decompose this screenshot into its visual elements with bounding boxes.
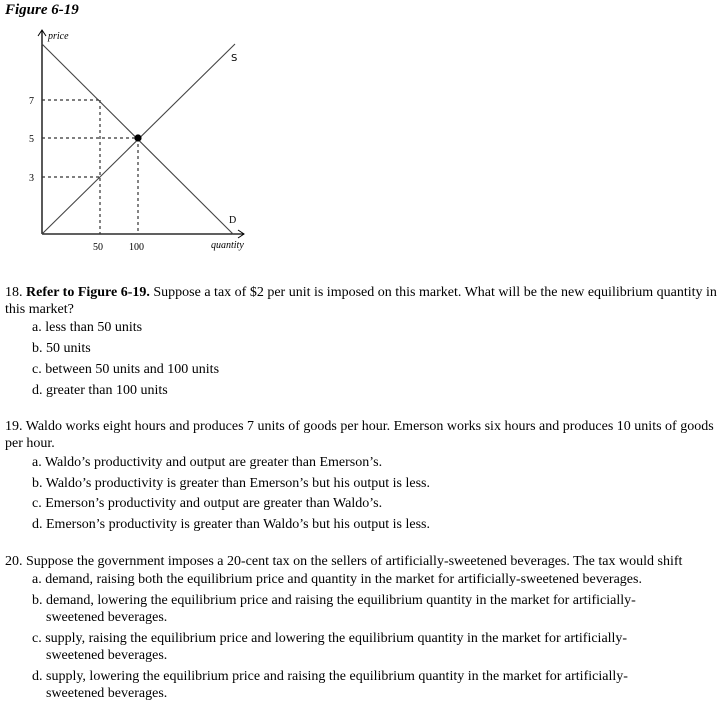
y-tick-7: 7 — [29, 96, 34, 107]
y-axis-label: price — [48, 31, 69, 42]
supply-demand-graph — [0, 0, 260, 260]
question-20-option-d[interactable] — [32, 668, 672, 702]
option-text: c. supply, raising the equilibrium price and lowering the equilibrium quantity in the market for artificially-sweetened beverages. — [32, 631, 628, 663]
figure-reference: Refer to Figure 6-19. — [26, 285, 150, 300]
demand-label: D — [229, 215, 237, 226]
question-18-option-c[interactable]: c. between 50 units and 100 units — [32, 362, 220, 377]
option-text: b. demand, lowering the equilibrium price and raising the equilibrium quantity in the market for artificially-sweetened beverages. — [32, 593, 636, 625]
question-19-option-b[interactable]: b. Waldo’s productivity is greater than Emerson’s but his output is less. — [32, 476, 430, 491]
x-tick-50: 50 — [93, 242, 103, 253]
question-19-stem — [5, 418, 717, 452]
x-axis-label: quantity — [211, 240, 244, 251]
reference-lines — [42, 100, 138, 234]
question-20-stem — [5, 553, 717, 570]
question-number: 20. — [5, 554, 23, 569]
question-number: 19. — [5, 419, 23, 434]
x-tick-100: 100 — [129, 242, 144, 253]
figure-title: Figure 6-19 — [5, 2, 79, 18]
question-19-option-c[interactable]: c. Emerson’s productivity and output are greater than Waldo’s. — [32, 496, 383, 511]
question-number: 18. — [5, 285, 23, 300]
question-text: Suppose a tax of $2 per unit is imposed on this market. What will be the new equilibrium quantity in this market? — [5, 285, 717, 317]
equilibrium-point — [134, 134, 141, 141]
question-text: Waldo works eight hours and produces 7 units of goods per hour. Emerson works six hours and produces 10 units of goods per hour. — [5, 419, 714, 451]
question-20-option-c[interactable] — [32, 630, 672, 664]
question-18-stem — [5, 284, 717, 318]
question-19-option-a[interactable]: a. Waldo’s productivity and output are greater than Emerson’s. — [32, 455, 383, 470]
question-20-option-b[interactable] — [32, 592, 672, 626]
option-text: a. demand, raising both the equilibrium price and quantity in the market for artificially-sweetened beverages. — [32, 572, 642, 587]
option-text: d. supply, lowering the equilibrium price and raising the equilibrium quantity in the market for artificially-sweetened beverages. — [32, 669, 628, 701]
question-18-option-b[interactable]: b. 50 units — [32, 341, 91, 356]
question-18-option-a[interactable]: a. less than 50 units — [32, 320, 143, 335]
question-20-option-a[interactable] — [32, 571, 702, 588]
question-19-option-d[interactable]: d. Emerson’s productivity is greater than Waldo’s but his output is less. — [32, 517, 430, 532]
question-text: Suppose the government imposes a 20-cent tax on the sellers of artificially-sweetened beverages. The tax would shift — [22, 554, 683, 569]
y-tick-3: 3 — [29, 173, 34, 184]
supply-label: S — [231, 53, 238, 64]
y-tick-5: 5 — [29, 134, 34, 145]
question-18-option-d[interactable]: d. greater than 100 units — [32, 383, 168, 398]
